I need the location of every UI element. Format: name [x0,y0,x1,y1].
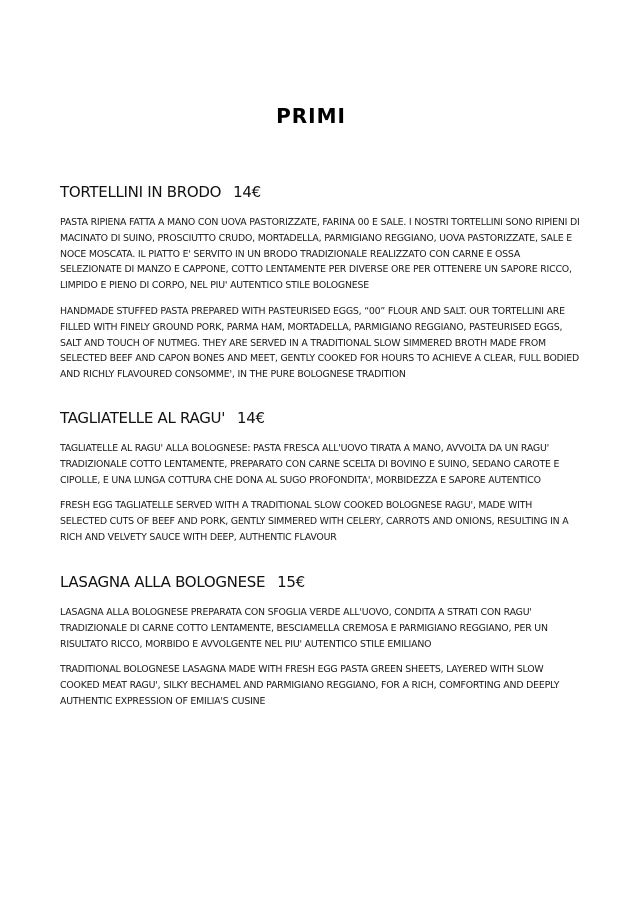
dish-description-italian: LASAGNA ALLA BOLOGNESE PREPARATA CON SFOGLIA VERDE ALL'UOVO, CONDITA A STRATI CON RAGU' TRADIZIONALE DI CARNE COTTO LENTAMENTE, BESCIAMELLA CREMOSA E PARMIGIANO REGGIANO, PER UN RISULTATO RICCO, MORBIDO E AVVOLGENTE NEL PIU' AUTENTICO STILE EMILIANO [60,607,548,650]
dish-heading [60,183,580,201]
dish-name: LASAGNA ALLA BOLOGNESE [60,573,266,591]
dish-heading [60,409,580,427]
dish-tagliatelle-al-ragu [60,409,580,556]
dish-name: TAGLIATELLE AL RAGU' [60,409,226,427]
section-title: PRIMI [276,104,346,128]
dish-description-italian: PASTA RIPIENA FATTA A MANO CON UOVA PASTORIZZATE, FARINA 00 E SALE. I NOSTRI TORTELLINI SONO RIPIENI DI MACINATO DI SUINO, PROSCIUTTO CRUDO, MORTADELLA, PARMIGIANO REGGIANO, UOVA PASTORIZZATE, SALE E NOCE MOSCATA. IL PIATTO E' SERVITO IN UN BRODO TRADIZIONALE REALIZZATO CON CARNE E OSSA SELEZIONATE DI MANZO E CAPPONE, COTTO LENTAMENTE PER DIVERSE ORE PER OTTENERE UN SAPORE RICCO, LIMPIDO E PIENO DI CORPO, NEL PIU' AUTENTICO STILE BOLOGNESE [60,217,580,292]
dish-tortellini-in-brodo [60,183,580,393]
dish-heading [60,573,580,591]
dish-price: 14€ [233,183,261,201]
dish-price: 14€ [237,409,265,427]
dish-description-english: HANDMADE STUFFED PASTA PREPARED WITH PASTEURISED EGGS, “00” FLOUR AND SALT. OUR TORTELLINI ARE FILLED WITH FINELY GROUND PORK, PARMA HAM, MORTADELLA, PARMIGIANO REGGIANO, PASTEURISED EGGS, SALT AND TOUCH OF NUTMEG. THEY ARE SERVED IN A TRADITIONAL SLOW SIMMERED BROTH MADE FROM SELECTED BEEF AND CAPON BONES AND MEET, GENTLY COOKED FOR HOURS TO ACHIEVE A CLEAR, FULL BODIED AND RICHLY FLAVOURED CONSOMME', IN THE PURE BOLOGNESE TRADITION [60,305,579,381]
dish-name: TORTELLINI IN BRODO [60,183,222,201]
dish-lasagna-alla-bolognese [60,573,580,720]
dish-description-english: FRESH EGG TAGLIATELLE SERVED WITH A TRADITIONAL SLOW COOKED BOLOGNESE RAGU', MADE WITH SELECTED CUTS OF BEEF AND PORK, GENTLY SIMMERED WITH CELERY, CARROTS AND ONIONS, RESULTING IN A RICH AND VELVETY SAUCE WITH DEEP, AUTHENTIC FLAVOUR [60,500,569,543]
dish-description-english: TRADITIONAL BOLOGNESE LASAGNA MADE WITH FRESH EGG PASTA GREEN SHEETS, LAYERED WITH SLOW COOKED MEAT RAGU', SILKY BECHAMEL AND PARMIGIANO REGGIANO, FOR A RICH, COMFORTING AND DEEPLY AUTHENTIC EXPRESSION OF EMILIA'S CUSINE [60,664,560,707]
dish-description-italian: TAGLIATELLE AL RAGU' ALLA BOLOGNESE: PASTA FRESCA ALL'UOVO TIRATA A MANO, AVVOLTA DA UN RAGU' TRADIZIONALE COTTO LENTAMENTE, PREPARATO CON CARNE SCELTA DI BOVINO E SUINO, SEDANO CAROTE E CIPOLLE, E UNA LUNGA COTTURA CHE DONA AL SUGO PROFONDITA', MORBIDEZZA E SAPORE AUTENTICO [60,443,560,486]
dish-price: 15€ [277,573,305,591]
